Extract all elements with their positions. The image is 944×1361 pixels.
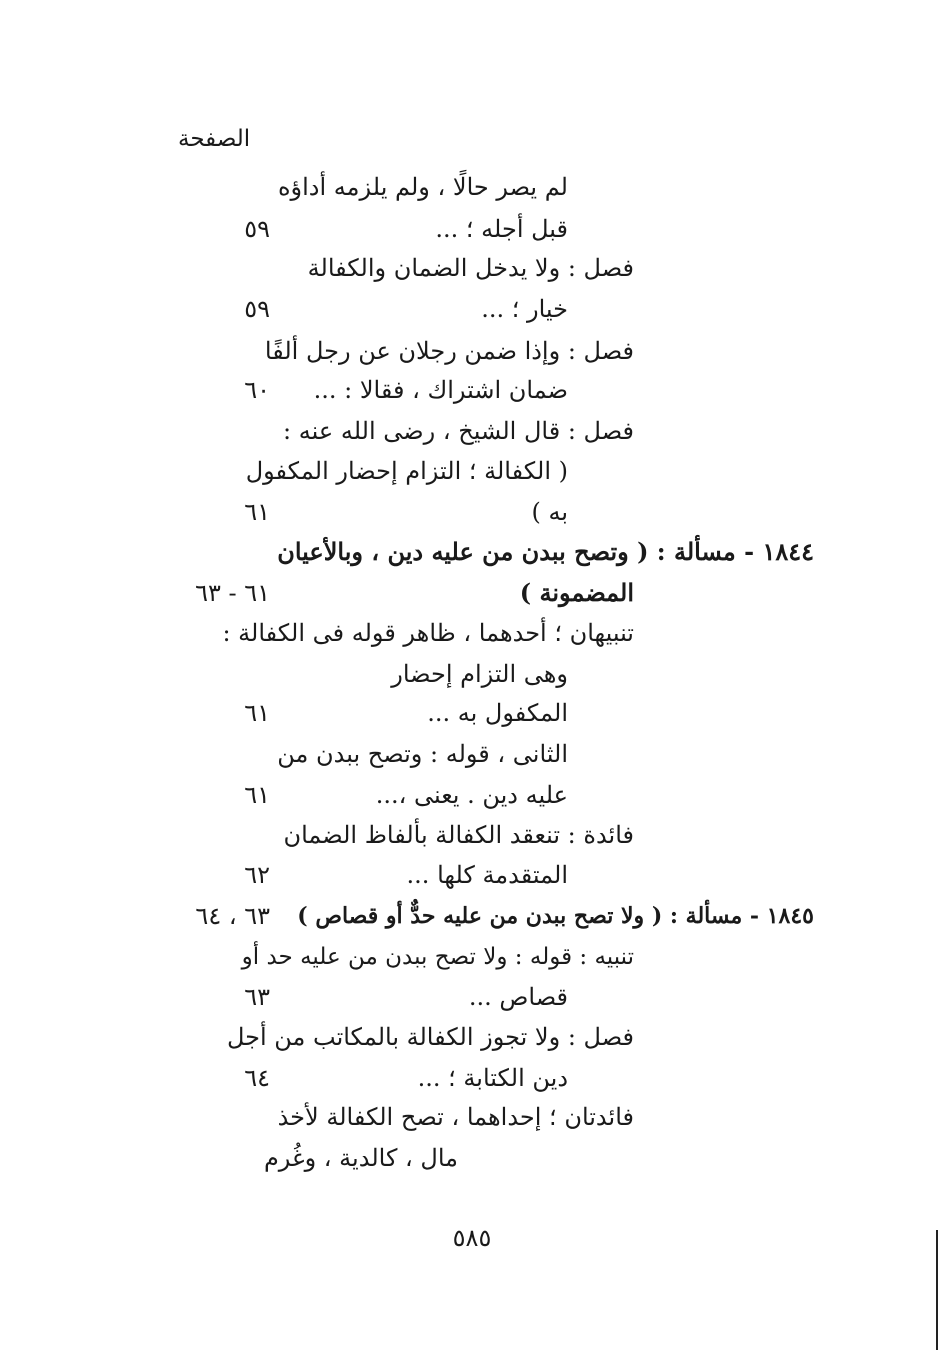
entry-text: فصل : ولا تجوز الكفالة بالمكاتب من أجل — [226, 1023, 634, 1051]
index-entry — [0, 209, 944, 249]
index-entry — [0, 573, 944, 613]
entry-text: مال ، كالدية ، وغُرم — [263, 1144, 458, 1172]
index-entry — [0, 248, 944, 288]
entry-text: دين الكتابة ؛ ... — [417, 1064, 568, 1092]
index-entry — [0, 734, 944, 774]
entry-page-ref: ٦١ — [244, 699, 270, 727]
index-entry — [0, 331, 944, 371]
entry-text: فائدتان ؛ إحداهما ، تصح الكفالة لأخذ — [277, 1103, 634, 1131]
entry-text: خيار ؛ ... — [481, 295, 568, 323]
index-entry — [0, 693, 944, 733]
entry-text: ١٨٤٤ - مسألة : ( وتصح ببدن من عليه دين ، وبالأعيان — [277, 537, 814, 566]
index-entry — [0, 370, 944, 410]
index-entry — [0, 1058, 944, 1098]
index-entry — [0, 937, 944, 977]
page-edge-line — [936, 1230, 938, 1350]
entry-text: فصل : وإذا ضمن رجلان عن رجل ألفًا — [264, 337, 634, 365]
entry-page-ref: ٦١ - ٦٣ — [195, 579, 270, 607]
entry-page-ref: ٦٤ — [244, 1064, 270, 1092]
entry-text: عليه دين . يعنى ،... — [375, 781, 568, 809]
index-entry-main — [0, 532, 944, 572]
entry-text: لم يصر حالًا ، ولم يلزمه أداؤه — [277, 173, 568, 201]
index-entry — [0, 855, 944, 895]
index-entry — [0, 492, 944, 532]
entry-text: الثانى ، قوله : وتصح ببدن من — [277, 740, 568, 768]
entry-text: قبل أجله ؛ ... — [435, 215, 568, 243]
index-entry — [0, 1097, 944, 1137]
index-entry — [0, 977, 944, 1017]
index-entry — [0, 1017, 944, 1057]
page-number: ٥٨٥ — [452, 1224, 492, 1252]
index-entry — [0, 289, 944, 329]
entry-text: وهى التزام إحضار — [391, 660, 568, 688]
entry-page-ref: ٦٠ — [244, 376, 270, 404]
index-entry — [0, 167, 944, 207]
index-entry — [0, 815, 944, 855]
entry-text: قصاص ... — [468, 983, 568, 1011]
entry-text: فصل : ولا يدخل الضمان والكفالة — [307, 254, 634, 282]
entry-text: المتقدمة كلها ... — [406, 861, 568, 889]
entry-text: به ) — [531, 498, 568, 526]
entry-text: تنبيه : قوله : ولا تصح ببدن من عليه حد أو — [241, 944, 634, 970]
entry-page-ref: ٦٣ — [244, 983, 270, 1011]
index-entry — [0, 1138, 944, 1178]
entry-text: المضمونة ) — [519, 578, 634, 607]
entry-text: المكفول به ... — [427, 699, 568, 727]
entry-page-ref: ٦٢ — [244, 861, 270, 889]
entry-text: ١٨٤٥ - مسألة : ( ولا تصح ببدن من عليه حدٌّ أو قصاص ) — [297, 903, 814, 929]
entry-page-ref: ٦١ — [244, 781, 270, 809]
index-entry — [0, 411, 944, 451]
index-entry — [0, 775, 944, 815]
index-entry — [0, 613, 944, 653]
entry-page-ref: ٦١ — [244, 498, 270, 526]
entry-text: ضمان اشتراك ، فقالا : ... — [313, 376, 568, 404]
entry-page-ref: ٥٩ — [244, 295, 270, 323]
index-entry — [0, 654, 944, 694]
page-column-header: الصفحة — [178, 126, 251, 152]
entry-page-ref: ٥٩ — [244, 215, 270, 243]
entry-text: فصل : قال الشيخ ، رضى الله عنه : — [283, 417, 634, 445]
entry-page-ref: ٦٣ ، ٦٤ — [195, 902, 270, 930]
index-entry — [0, 451, 944, 491]
entry-text: فائدة : تنعقد الكفالة بألفاظ الضمان — [283, 821, 634, 849]
entry-text: ( الكفالة ؛ التزام إحضار المكفول — [245, 457, 568, 485]
index-entry-main — [0, 896, 944, 936]
entry-text: تنبيهان ؛ أحدهما ، ظاهر قوله فى الكفالة : — [222, 619, 634, 647]
